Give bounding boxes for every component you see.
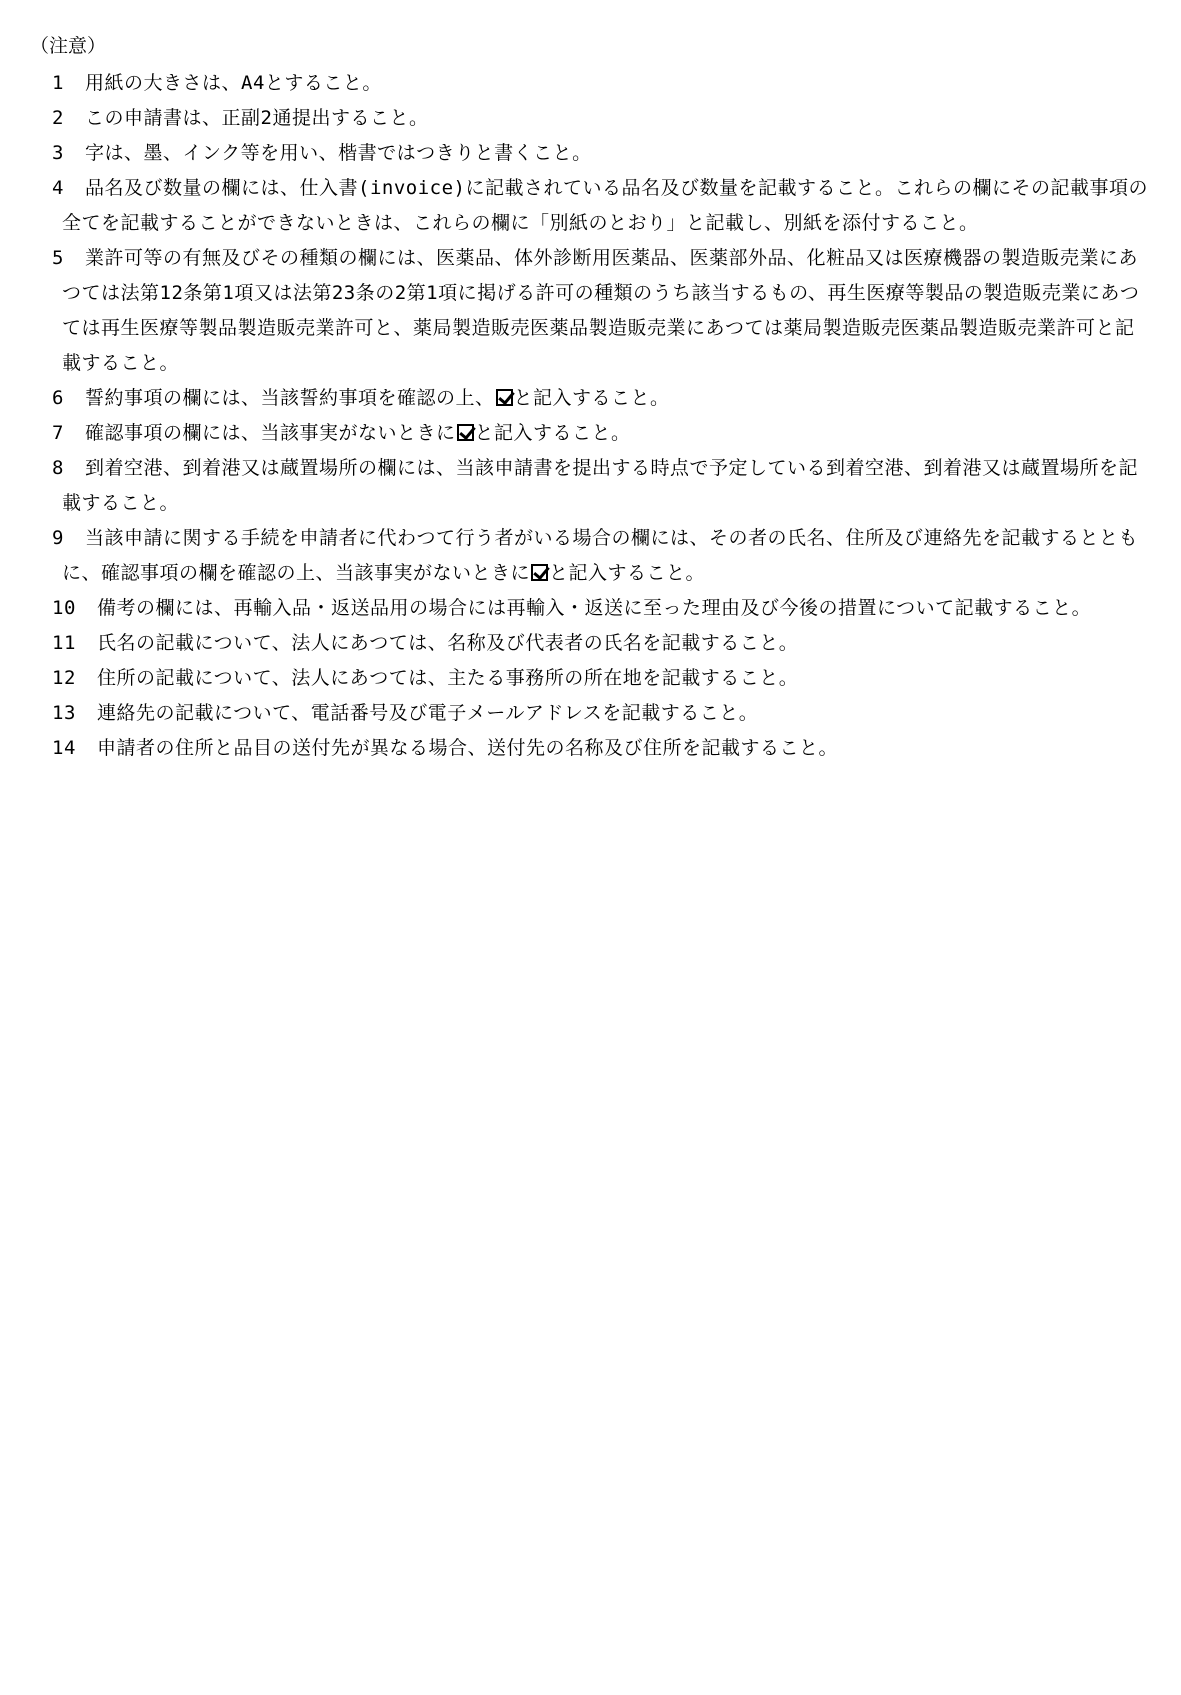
note-text: 用紙の大きさは、A4とすること。 bbox=[85, 72, 382, 94]
note-item-6 bbox=[0, 381, 1181, 416]
note-item-3 bbox=[0, 136, 1181, 171]
note-text: 到着空港、到着港又は蔵置場所の欄には、当該申請書を提出する時点で予定している到着空港、到着港又は蔵置場所を記載すること。 bbox=[62, 457, 1139, 514]
checked-box-icon bbox=[496, 389, 513, 406]
note-item-8 bbox=[0, 451, 1181, 521]
note-text-before: 当該申請に関する手続を申請者に代わつて行う者がいる場合の欄には、その者の氏名、住所及び連絡先を記載するとともに、確認事項の欄を確認の上、当該事実がないときに bbox=[62, 527, 1139, 584]
note-item-1 bbox=[0, 66, 1181, 101]
note-text: 住所の記載について、法人にあつては、主たる事務所の所在地を記載すること。 bbox=[97, 667, 799, 689]
note-item-12 bbox=[0, 661, 1181, 696]
note-text: 連絡先の記載について、電話番号及び電子メールアドレスを記載すること。 bbox=[97, 702, 759, 724]
note-item-14 bbox=[0, 731, 1181, 766]
note-number: 14 bbox=[52, 737, 76, 759]
note-number: 7 bbox=[52, 422, 64, 444]
note-item-5 bbox=[0, 241, 1181, 381]
note-text: 品名及び数量の欄には、仕入書(invoice)に記載されている品名及び数量を記載すること。これらの欄にその記載事項の全てを記載することができないときは、これらの欄に「別紙のとおり」と記載し、別紙を添付すること。 bbox=[62, 177, 1148, 234]
note-text-before: 確認事項の欄には、当該事実がないときに bbox=[85, 422, 456, 444]
note-text: 氏名の記載について、法人にあつては、名称及び代表者の氏名を記載すること。 bbox=[97, 632, 799, 654]
note-item-13 bbox=[0, 696, 1181, 731]
note-text-after: と記入すること。 bbox=[474, 422, 631, 444]
note-number: 11 bbox=[52, 632, 76, 654]
note-text bbox=[62, 521, 1151, 591]
checked-box-icon bbox=[457, 424, 474, 441]
note-text: 業許可等の有無及びその種類の欄には、医薬品、体外診断用医薬品、医薬部外品、化粧品又は医療機器の製造販売業にあつては法第12条第1項又は法第23条の2第1項に掲げる許可の種類のうち該当するもの、再生医療等製品の製造販売業にあつては再生医療等製品製造販売業許可と、薬局製造販売医薬品製造販売業にあつては薬局製造販売医薬品製造販売業許可と記載すること。 bbox=[62, 247, 1140, 374]
note-item-4 bbox=[0, 171, 1181, 241]
note-number: 5 bbox=[52, 247, 64, 269]
note-text: 字は、墨、インク等を用い、楷書ではつきりと書くこと。 bbox=[85, 142, 592, 164]
note-text: この申請書は、正副2通提出すること。 bbox=[85, 107, 429, 129]
note-item-9 bbox=[0, 521, 1181, 591]
note-text bbox=[62, 416, 1151, 451]
note-number: 2 bbox=[52, 107, 64, 129]
note-number: 6 bbox=[52, 387, 64, 409]
note-number: 4 bbox=[52, 177, 64, 199]
note-text bbox=[62, 381, 1151, 416]
note-number: 13 bbox=[52, 702, 76, 724]
notes-heading: （注意） bbox=[30, 35, 107, 57]
note-text-after: と記入すること。 bbox=[549, 562, 706, 584]
note-number: 12 bbox=[52, 667, 76, 689]
note-item-7 bbox=[0, 416, 1181, 451]
note-text-after: と記入すること。 bbox=[513, 387, 670, 409]
note-text-before: 誓約事項の欄には、当該誓約事項を確認の上、 bbox=[85, 387, 495, 409]
note-item-10 bbox=[0, 591, 1181, 626]
note-number: 3 bbox=[52, 142, 64, 164]
note-item-2 bbox=[0, 101, 1181, 136]
note-number: 10 bbox=[52, 597, 76, 619]
checked-box-icon bbox=[531, 564, 548, 581]
note-text: 備考の欄には、再輸入品・返送品用の場合には再輸入・返送に至った理由及び今後の措置について記載すること。 bbox=[97, 597, 1092, 619]
note-number: 8 bbox=[52, 457, 64, 479]
note-number: 9 bbox=[52, 527, 64, 549]
note-item-11 bbox=[0, 626, 1181, 661]
notes-list bbox=[0, 66, 1181, 766]
note-number: 1 bbox=[52, 72, 64, 94]
note-text: 申請者の住所と品目の送付先が異なる場合、送付先の名称及び住所を記載すること。 bbox=[97, 737, 839, 759]
